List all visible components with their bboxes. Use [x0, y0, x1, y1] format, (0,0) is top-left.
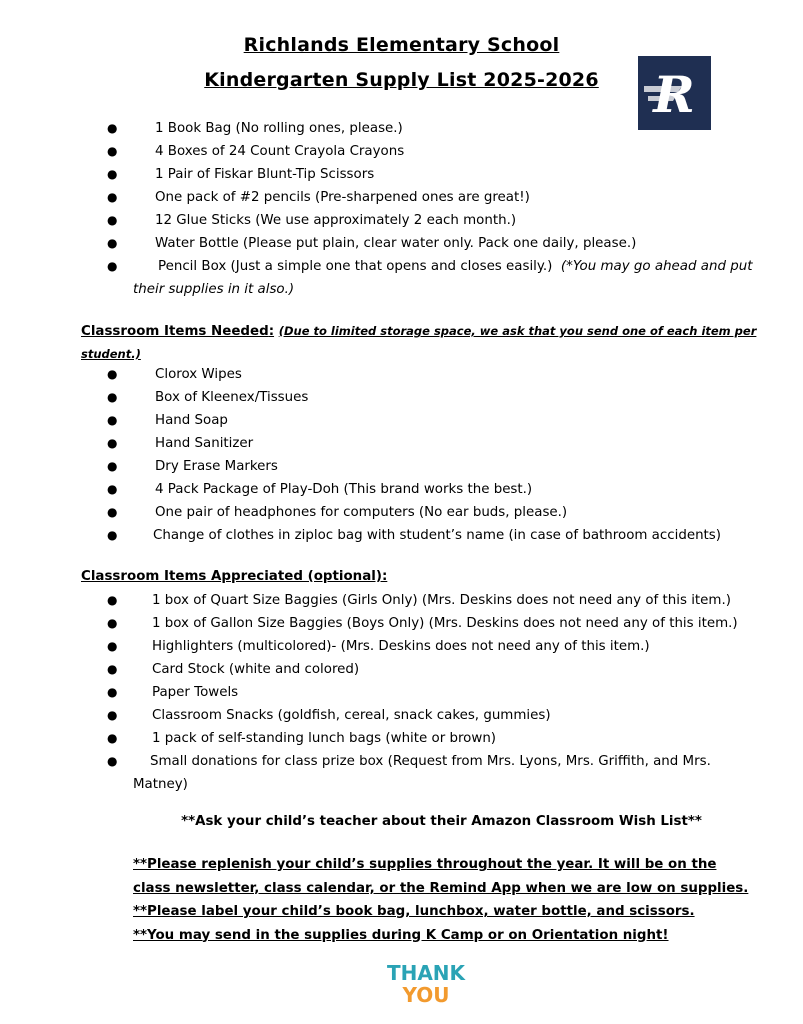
bullet-icon: ●	[107, 190, 118, 204]
list-item: ● Clorox Wipes	[0, 363, 755, 386]
appreciated-list	[0, 589, 752, 796]
bullet-icon: ●	[107, 639, 118, 653]
you-text: YOU	[402, 983, 450, 1007]
bullet-icon: ●	[107, 413, 118, 427]
list-item: ● Highlighters (multicolored)- (Mrs. Deskins does not need any of this item.)	[0, 635, 752, 658]
bullet-icon: ●	[107, 367, 118, 381]
bullet-icon: ●	[107, 528, 118, 542]
note-k-camp: **You may send in the supplies during K Camp or on Orientation night!	[133, 927, 669, 943]
pencil-box-note: (*You may go ahead and put their supplies in it also.)	[133, 259, 753, 297]
pencil-box-text: Pencil Box (Just a simple one that opens and closes easily.)	[158, 259, 553, 274]
list-item: ● Dry Erase Markers	[0, 455, 755, 478]
bullet-icon: ●	[107, 685, 118, 699]
supply-list-title: Kindergarten Supply List 2025-2026	[204, 69, 599, 91]
list-item: ● Small donations for class prize box (Request from Mrs. Lyons, Mrs. Griffith, and Mrs. Matney)	[0, 750, 752, 796]
school-title: Richlands Elementary School	[243, 34, 560, 56]
list-item: ● Change of clothes in ziploc bag with student’s name (in case of bathroom accidents)	[0, 524, 755, 547]
list-item: ● One pack of #2 pencils (Pre-sharpened ones are great!)	[0, 186, 763, 209]
bullet-icon: ●	[107, 616, 118, 630]
list-item: ● 1 box of Gallon Size Baggies (Boys Only) (Mrs. Deskins does not need any of this item.)	[0, 612, 752, 635]
appreciated-heading: Classroom Items Appreciated (optional):	[81, 569, 388, 584]
list-item: ● 1 pack of self-standing lunch bags (white or brown)	[0, 727, 752, 750]
logo-letter: R	[653, 65, 695, 124]
list-item: ● 1 box of Quart Size Baggies (Girls Only) (Mrs. Deskins does not need any of this item.)	[0, 589, 752, 612]
list-item: ● Box of Kleenex/Tissues	[0, 386, 755, 409]
bullet-icon: ●	[107, 482, 118, 496]
supply-list	[0, 117, 763, 301]
list-item: ● 4 Boxes of 24 Count Crayola Crayons	[0, 140, 763, 163]
bullet-icon: ●	[107, 662, 118, 676]
note-label: **Please label your child’s book bag, lunchbox, water bottle, and scissors.	[133, 904, 695, 919]
note-replenish: **Please replenish your child’s supplies throughout the year. It will be on the class newsletter, class calendar, or the Remind App when we are low on supplies.	[133, 857, 749, 896]
reminder-notes	[133, 853, 753, 947]
list-item: ● Water Bottle (Please put plain, clear water only. Pack one daily, please.)	[0, 232, 763, 255]
needed-heading: Classroom Items Needed: (Due to limited storage space, we ask that you send one of each item per student.)	[81, 324, 757, 361]
list-item: ● Classroom Snacks (goldfish, cereal, snack cakes, gummies)	[0, 704, 752, 727]
bullet-icon: ●	[107, 213, 118, 227]
wish-list-note: **Ask your child’s teacher about their Amazon Classroom Wish List**	[181, 814, 702, 829]
list-item: ● 12 Glue Sticks (We use approximately 2 each month.)	[0, 209, 763, 232]
list-item: ● 4 Pack Package of Play-Doh (This brand works the best.)	[0, 478, 755, 501]
thank-you-graphic	[385, 962, 467, 1006]
list-item: ● Paper Towels	[0, 681, 752, 704]
bullet-icon: ●	[107, 731, 118, 745]
bullet-icon: ●	[107, 390, 118, 404]
bullet-icon: ●	[107, 167, 118, 181]
needed-list	[0, 363, 755, 547]
list-item: ● 1 Pair of Fiskar Blunt-Tip Scissors	[0, 163, 763, 186]
bullet-icon: ●	[107, 754, 118, 768]
list-item: ● 1 Book Bag (No rolling ones, please.)	[0, 117, 763, 140]
bullet-icon: ●	[107, 259, 118, 273]
list-item: ● Card Stock (white and colored)	[0, 658, 752, 681]
bullet-icon: ●	[107, 121, 118, 135]
needed-note: (Due to limited storage space, we ask that you send one of each item per student.)	[81, 324, 757, 361]
list-item: ● Hand Soap	[0, 409, 755, 432]
bullet-icon: ●	[107, 459, 118, 473]
list-item: ● One pair of headphones for computers (No ear buds, please.)	[0, 501, 755, 524]
list-item-pencil-box	[0, 255, 763, 301]
bullet-icon: ●	[107, 708, 118, 722]
bullet-icon: ●	[107, 436, 118, 450]
list-item: ● Hand Sanitizer	[0, 432, 755, 455]
bullet-icon: ●	[107, 144, 118, 158]
bullet-icon: ●	[107, 593, 118, 607]
thank-text: THANK	[386, 961, 466, 985]
bullet-icon: ●	[107, 236, 118, 250]
bullet-icon: ●	[107, 505, 118, 519]
